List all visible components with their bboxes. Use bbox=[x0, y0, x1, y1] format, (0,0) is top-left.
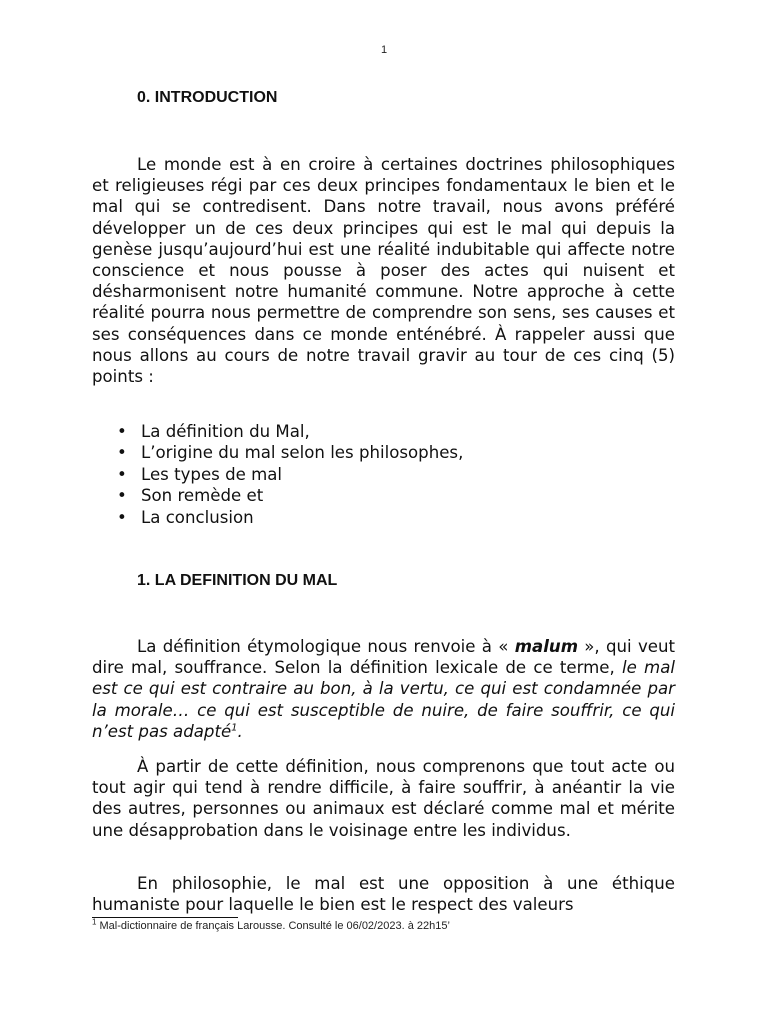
definition-text: En philosophie, le mal est une opposition à une éthique humaniste pour laquelle le bien est le respect des valeurs bbox=[92, 874, 675, 915]
list-item bbox=[92, 507, 675, 528]
list-item-text: Son remède et bbox=[141, 486, 264, 506]
list-item bbox=[92, 421, 675, 442]
introduction-paragraph bbox=[92, 154, 675, 387]
footnote-separator bbox=[92, 917, 238, 918]
list-item-text: La définition du Mal, bbox=[141, 422, 310, 441]
points-list bbox=[92, 421, 675, 528]
definition-text: », qui veut dire mal, souffrance. Selon la définition lexicale de ce terme, bbox=[92, 637, 675, 678]
definition-paragraph-2 bbox=[92, 756, 675, 841]
malum-term: malum bbox=[514, 637, 578, 656]
introduction-text: Le monde est à en croire à certaines doctrines philosophiques et religieuses régi par ces deux principes fondamentaux le bien et le mal qui se contredisent. Dans notre travail, nous avons préféré développer un de ces deux principes qui est le mal qui depuis la genèse jusqu’aujourd’hui est une réalité indubitable qui affecte notre conscience et nous pousse à poser des actes qui nuisent et désharmonisent notre humanité commune. Notre approche à cette réalité pourra nous permettre de comprendre son sens, ses causes et ses conséquences dans ce monde enténébré. À rappeler aussi que nous allons au cours de notre travail gravir au tour de ces cinq (5) points : bbox=[92, 155, 675, 387]
list-item bbox=[92, 464, 675, 485]
list-item-text: L’origine du mal selon les philosophes, bbox=[141, 443, 464, 463]
definition-text: La définition étymologique nous renvoie à « bbox=[137, 637, 515, 656]
bullet-icon: • bbox=[117, 507, 127, 527]
bullet-icon: • bbox=[117, 422, 127, 441]
definition-text: . bbox=[237, 721, 243, 741]
bullet-icon: • bbox=[117, 464, 127, 484]
footnote-number: 1 bbox=[92, 917, 97, 927]
list-item bbox=[92, 485, 675, 506]
definition-paragraph-1 bbox=[92, 636, 675, 742]
page-number: 1 bbox=[380, 44, 388, 56]
footnote-reference: 1 bbox=[231, 722, 238, 734]
footnote bbox=[92, 917, 450, 932]
list-item-text: La conclusion bbox=[141, 507, 254, 527]
introduction-heading: 0. INTRODUCTION bbox=[137, 89, 278, 106]
lexical-definition-quote: le mal est ce qui est contraire au bon, à la vertu, ce qui est condamnée par la morale… ce qui est susceptible de nuire, de faire souffrir, ce qui n’est pas adapté bbox=[92, 658, 675, 741]
footnote-text: Mal-dictionnaire de français Larousse. Consulté le 06/02/2023. à 22h15’ bbox=[96, 920, 450, 932]
bullet-icon: • bbox=[117, 486, 127, 506]
definition-heading: 1. LA DEFINITION DU MAL bbox=[137, 572, 338, 589]
definition-text: À partir de cette définition, nous comprenons que tout acte ou tout agir qui tend à rendre difficile, à faire souffrir, à anéantir la vie des autres, personnes ou animaux est déclaré comme mal et mérite une désapprobation dans le voisinage entre les individus. bbox=[92, 757, 675, 840]
bullet-icon: • bbox=[117, 443, 127, 463]
list-item-text: Les types de mal bbox=[141, 464, 283, 484]
definition-paragraph-3 bbox=[92, 873, 675, 915]
list-item bbox=[92, 442, 675, 463]
